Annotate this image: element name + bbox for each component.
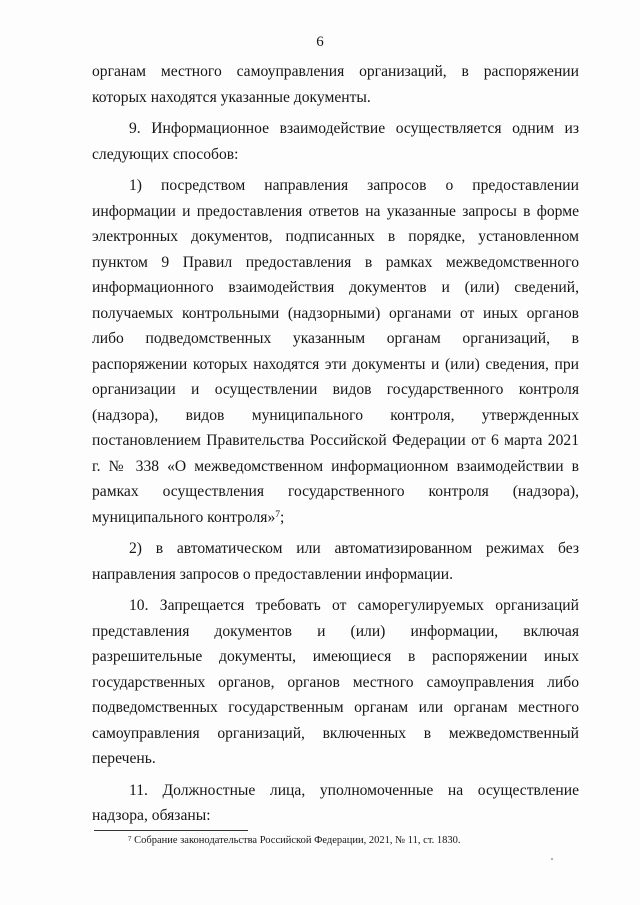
footnote <box>128 834 568 847</box>
paragraph-item-11: 11. Должностные лица, уполномоченные на осуществление надзора, обязаны: <box>92 781 579 824</box>
document-body <box>92 59 579 829</box>
footnote-text: Собрание законодательства Российской Федерации, 2021, № 11, ст. 1830. <box>134 835 461 846</box>
footnote-reference: 7 <box>275 509 281 520</box>
paragraph-item-9: 9. Информационное взаимодействие осуществляется одним из следующих способов: <box>92 120 579 163</box>
paragraph-subitem-2: 2) в автоматическом или автоматизированном режимах без направления запросов о предоставлении информации. <box>92 540 579 583</box>
footnote-mark: 7 <box>128 835 132 843</box>
page-number: 6 <box>316 34 324 50</box>
paragraph-item-10: 10. Запрещается требовать от саморегулируемых организаций представления документов и (или) информации, включая разрешительные документы, имеющиеся в распоряжении иных государственных органов, органов местного самоуправления либо подведомственных государственным органам или органам местного самоуправления организаций, включенных в межведомственный перечень. <box>92 597 579 767</box>
paragraph-subitem-1-text: 1) посредством направления запросов о предоставлении информации и предоставления ответов на указанные запросы в форме электронных документов, подписанных в порядке, установленном пунктом 9 Правил предоставления в рамках межведомственного информационного взаимодействия документов и (или) сведений, получаемых контрольными (надзорными) органами от иных органов либо подведомственных указанным органам организаций, в распоряжении которых находятся эти документы и (или) сведения, при организации и осуществлении видов государственного контроля (надзора), видов муниципального контроля, утвержденных постановлением Правительства Российской Федерации от 6 марта 2021 г. № 338 «О межведомственном информационном взаимодействии в рамках осуществления государственного контроля (надзора), муниципального контроля» <box>92 177 579 526</box>
paragraph-continuation: органам местного самоуправления организаций, в распоряжении которых находятся указанные документы. <box>92 63 579 106</box>
paragraph-subitem-1-tail: ; <box>280 508 285 526</box>
paragraph-subitem-1 <box>92 173 579 530</box>
footnote-divider <box>94 830 248 831</box>
scan-speck <box>551 858 553 860</box>
